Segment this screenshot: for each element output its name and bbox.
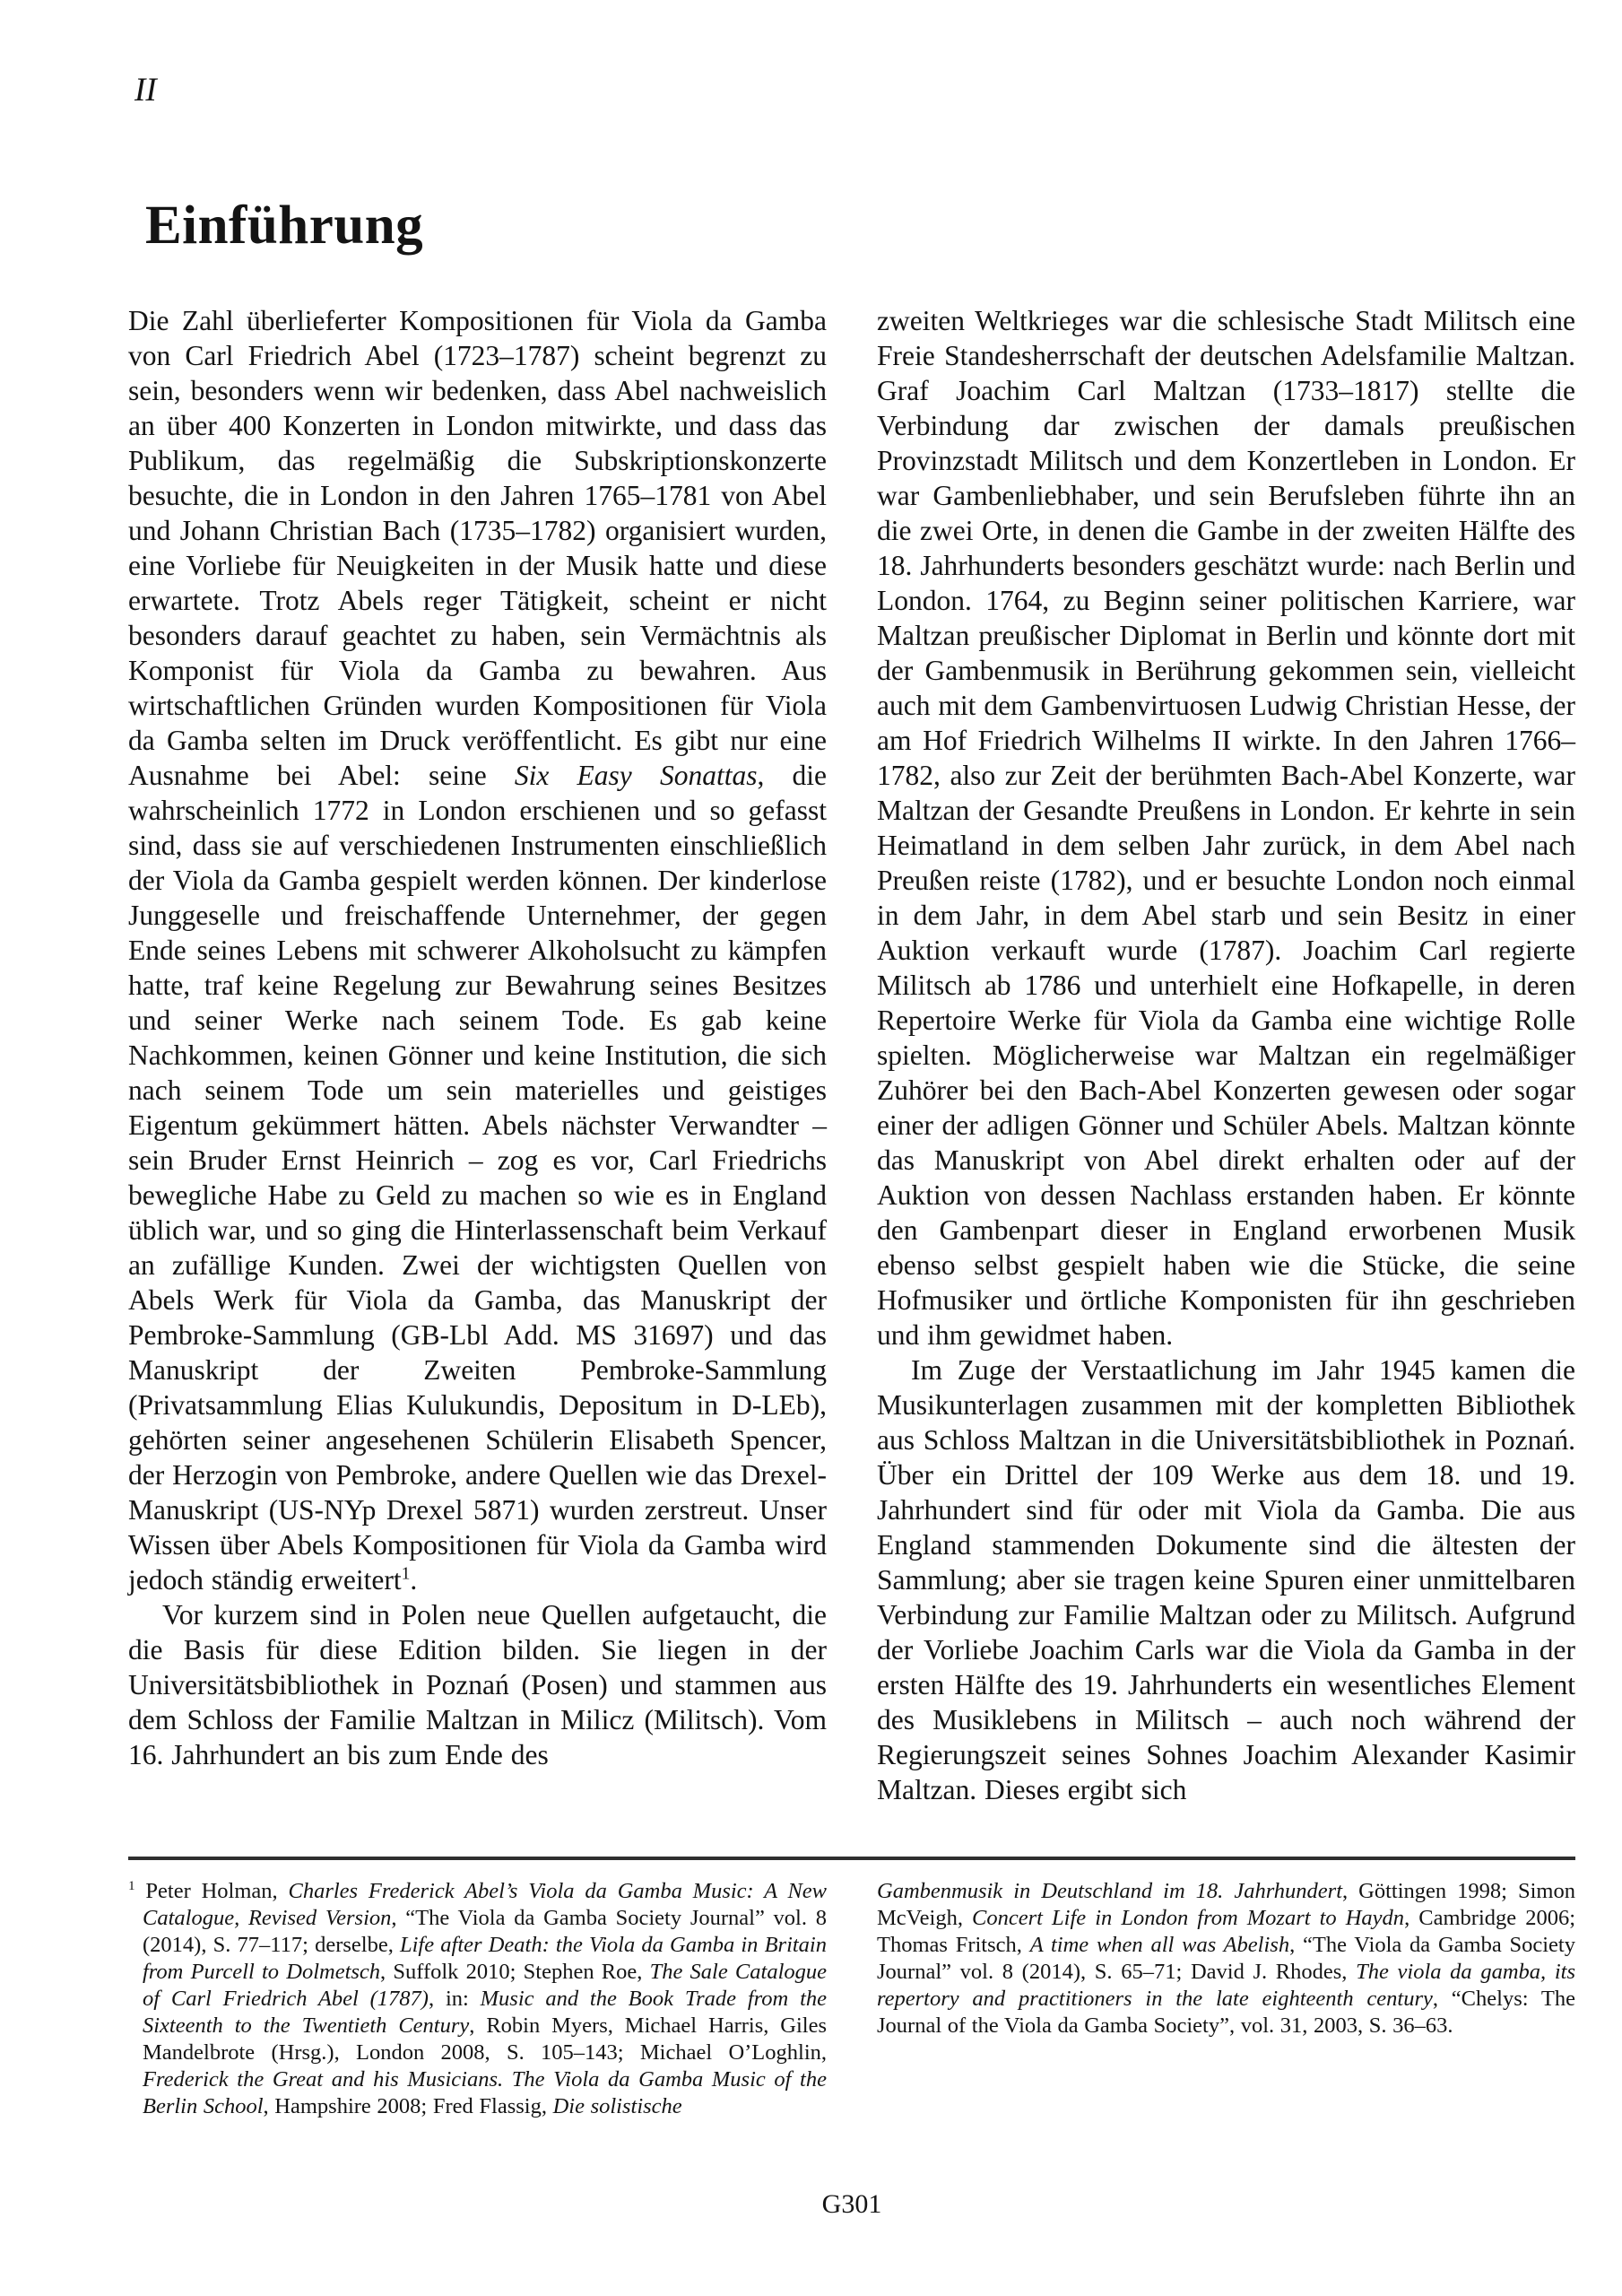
- text-run: zweiten Weltkrieges war die schlesische Stadt Militsch eine Freie Standesherrschaft der deutschen Adelsfamilie Maltzan. Graf Joachim Carl Maltzan (1733–1817) stellte die Verbindung dar zwischen der damals preußischen Provinzstadt Militsch und dem Konzertleben in London. Er war Gambenliebhaber, und sein Berufsleben führte ihn an die zwei Orte, in denen die Gambe in der zweiten Hälfte des 18. Jahrhunderts besonders geschätzt wurde: nach Berlin und London. 1764, zu Beginn seiner politischen Karriere, war Maltzan preußischer Diplomat in Berlin und könnte dort mit der Gambenmusik in Berührung gekommen sein, vielleicht auch mit dem Gambenvirtuosen Ludwig Christian Hesse, der am Hof Friedrich Wilhelms II wirkte. In den Jahren 1766–1782, also zur Zeit der berühmten Bach-Abel Konzerte, war Maltzan der Gesandte Preußens in London. Er kehrte in sein Heimatland in dem selben Jahr zurück, in dem Abel nach Preußen reiste (1782), und er besuchte London noch einmal in dem Jahr, in dem Abel starb und sein Besitz in einer Auktion verkauft wurde (1787). Joachim Carl regierte Militsch ab 1786 und unterhielt eine Hofkapelle, in deren Repertoire Werke für Viola da Gamba eine wichtige Rolle spielten. Möglicherweise war Maltzan ein regelmäßiger Zuhörer bei den Bach-Abel Konzerten gewesen oder sogar einer der adligen Gönner und Schüler Abels. Maltzan könnte das Manuskript von Abel direkt erhalten oder auf der Auktion von dessen Nachlass erstanden haben. Er könnte den Gambenpart dieser in England erworbenen Musik ebenso selbst gespielt haben wie die Stücke, die seine Hofmusiker und örtliche Komponisten für ihn geschrieben und ihm gewidmet haben.: [877, 305, 1575, 1351]
- footnote-paragraph: [128, 1878, 827, 2120]
- italic-text-run: Music and the Book Trade from the Sixteenth to the Twentieth Century: [143, 1987, 827, 2038]
- body-text-columns: [128, 303, 1575, 1807]
- italic-text-run: Die solistische: [552, 2094, 682, 2118]
- footnote-separator-rule: [128, 1857, 1575, 1860]
- footnotes-section: [128, 1878, 1575, 2120]
- italic-text-run: A time when all was Abelish: [1029, 1933, 1290, 1957]
- text-run: .: [410, 1564, 418, 1596]
- body-column-left: [128, 303, 827, 1807]
- body-paragraph: [877, 303, 1575, 1352]
- body-paragraph: [877, 1352, 1575, 1807]
- page-title: Einführung: [145, 196, 424, 256]
- italic-text-run: The viola da gamba, its repertory and practitioners in the late eighteenth century: [877, 1960, 1575, 2011]
- body-column-right: [877, 303, 1575, 1807]
- italic-text-run: The Sale Catalogue of Carl Friedrich Abel (1787): [143, 1960, 828, 2011]
- text-run: , Robin Myers, Michael Harris, Giles Mandelbrote (Hrsg.), London 2008, S. 105–143; Michael O’Loghlin,: [143, 2013, 828, 2065]
- text-run: , in:: [428, 1987, 481, 2011]
- plate-number: G301: [821, 2189, 882, 2219]
- body-paragraph: [128, 303, 827, 1597]
- footnote-marker: 1: [401, 1564, 411, 1584]
- text-run: , Göttingen 1998; Simon McVeigh,: [877, 1879, 1575, 1930]
- page-number: II: [134, 72, 157, 109]
- footnote-column-right: [877, 1878, 1575, 2120]
- text-run: , “The Viola da Gamba Society Journal” vol. 8 (2014), S. 65–71; David J. Rhodes,: [877, 1933, 1575, 1984]
- text-run: , “The Viola da Gamba Society Journal” vol. 8 (2014), S. 77–117; derselbe,: [143, 1906, 827, 1957]
- text-run: Vor kurzem sind in Polen neue Quellen aufgetaucht, die die Basis für diese Edition bilden. Sie liegen in der Universitätsbibliothek in Poznań (Posen) und stammen aus dem Schloss der Familie Maltzan in Milicz (Militsch). Vom 16. Jahrhundert an bis zum Ende des: [128, 1599, 827, 1770]
- text-run: , Cambridge 2006; Thomas Fritsch,: [877, 1906, 1576, 1957]
- text-run: , Suffolk 2010; Stephen Roe,: [380, 1960, 650, 1984]
- footnote-paragraph: [877, 1878, 1575, 2039]
- body-paragraph: [128, 1597, 827, 1772]
- text-run: , die wahrscheinlich 1772 in London erschienen und so gefasst sind, dass sie auf verschiedenen Instrumenten einschließlich der Viola da Gamba gespielt werden können. Der kinderlose Junggeselle und freischaffende Unternehmer, der gegen Ende seines Lebens mit schwerer Alkoholsucht zu kämpfen hatte, traf keine Regelung zur Bewahrung seines Besitzes und seiner Werke nach seinem Tode. Es gab keine Nachkommen, keinen Gönner und keine Institution, die sich nach seinem Tode um sein materielles und geistiges Eigentum gekümmert hätten. Abels nächster Verwandter – sein Bruder Ernst Heinrich – zog es vor, Carl Friedrichs bewegliche Habe zu Geld zu machen so wie es in England üblich war, und so ging die Hinterlassenschaft beim Verkauf an zufällige Kunden. Zwei der wichtigsten Quellen von Abels Werk für Viola da Gamba, das Manuskript der Pembroke-Sammlung (GB-Lbl Add. MS 31697) und das Manuskript der Zweiten Pembroke-Sammlung (Privatsammlung Elias Kulukundis, Depositum in D-LEb), gehörten seiner angesehenen Schülerin Elisabeth Spencer, der Herzogin von Pembroke, andere Quellen wie das Drexel-Manuskript (US-NYp Drexel 5871) wurden zerstreut. Unser Wissen über Abels Kompositionen für Viola da Gamba wird jedoch ständig erweitert: [128, 760, 828, 1596]
- text-run: Im Zuge der Verstaatlichung im Jahr 1945 kamen die Musikunterlagen zusammen mit der kompletten Bibliothek aus Schloss Maltzan in die Universitätsbibliothek in Poznań. Über ein Drittel der 109 Werke aus dem 18. und 19. Jahrhundert sind für oder mit Viola da Gamba. Die aus England stammenden Dokumente sind die ältesten der Sammlung; aber sie tragen keine Spuren einer unmittelbaren Verbindung zur Familie Maltzan oder zu Militsch. Aufgrund der Vorliebe Joachim Carls war die Viola da Gamba in der ersten Hälfte des 19. Jahrhunderts ein wesentliches Element des Musiklebens in Militsch – auch noch während der Regierungszeit seines Sohnes Joachim Alexander Kasimir Maltzan. Dieses ergibt sich: [877, 1354, 1575, 1805]
- text-run: Peter Holman,: [134, 1879, 289, 1903]
- text-run: , Hampshire 2008; Fred Flassig,: [263, 2094, 553, 2118]
- italic-text-run: Six Easy Sonattas: [514, 760, 758, 791]
- italic-text-run: Charles Frederick Abel’s Viola da Gamba Music: A New Catalogue, Revised Version: [143, 1879, 827, 1930]
- text-run: , “Chelys: The Journal of the Viola da Gamba Society”, vol. 31, 2003, S. 36–63.: [877, 1987, 1576, 2038]
- footnote-marker: 1: [128, 1877, 135, 1893]
- italic-text-run: Frederick the Great and his Musicians. The Viola da Gamba Music of the Berlin School: [143, 2067, 827, 2118]
- footnote-column-left: [128, 1878, 827, 2120]
- italic-text-run: Life after Death: the Viola da Gamba in Britain from Purcell to Dolmetsch: [143, 1933, 827, 1984]
- italic-text-run: Concert Life in London from Mozart to Haydn: [972, 1906, 1405, 1930]
- italic-text-run: Gambenmusik in Deutschland im 18. Jahrhundert: [877, 1879, 1342, 1903]
- text-run: Die Zahl überlieferter Kompositionen für Viola da Gamba von Carl Friedrich Abel (1723–1787) scheint begrenzt zu sein, besonders wenn wir bedenken, dass Abel nachweislich an über 400 Konzerten in London mitwirkte, und dass das Publikum, das regelmäßig die Subskriptionskonzerte besuchte, die in London in den Jahren 1765–1781 von Abel und Johann Christian Bach (1735–1782) organisiert wurden, eine Vorliebe für Neuigkeiten in der Musik hatte und diese erwartete. Trotz Abels reger Tätigkeit, scheint er nicht besonders darauf geachtet zu haben, sein Vermächtnis als Komponist für Viola da Gamba zu bewahren. Aus wirtschaftlichen Gründen wurden Kompositionen für Viola da Gamba selten im Druck veröffentlicht. Es gibt nur eine Ausnahme bei Abel: seine: [128, 305, 827, 791]
